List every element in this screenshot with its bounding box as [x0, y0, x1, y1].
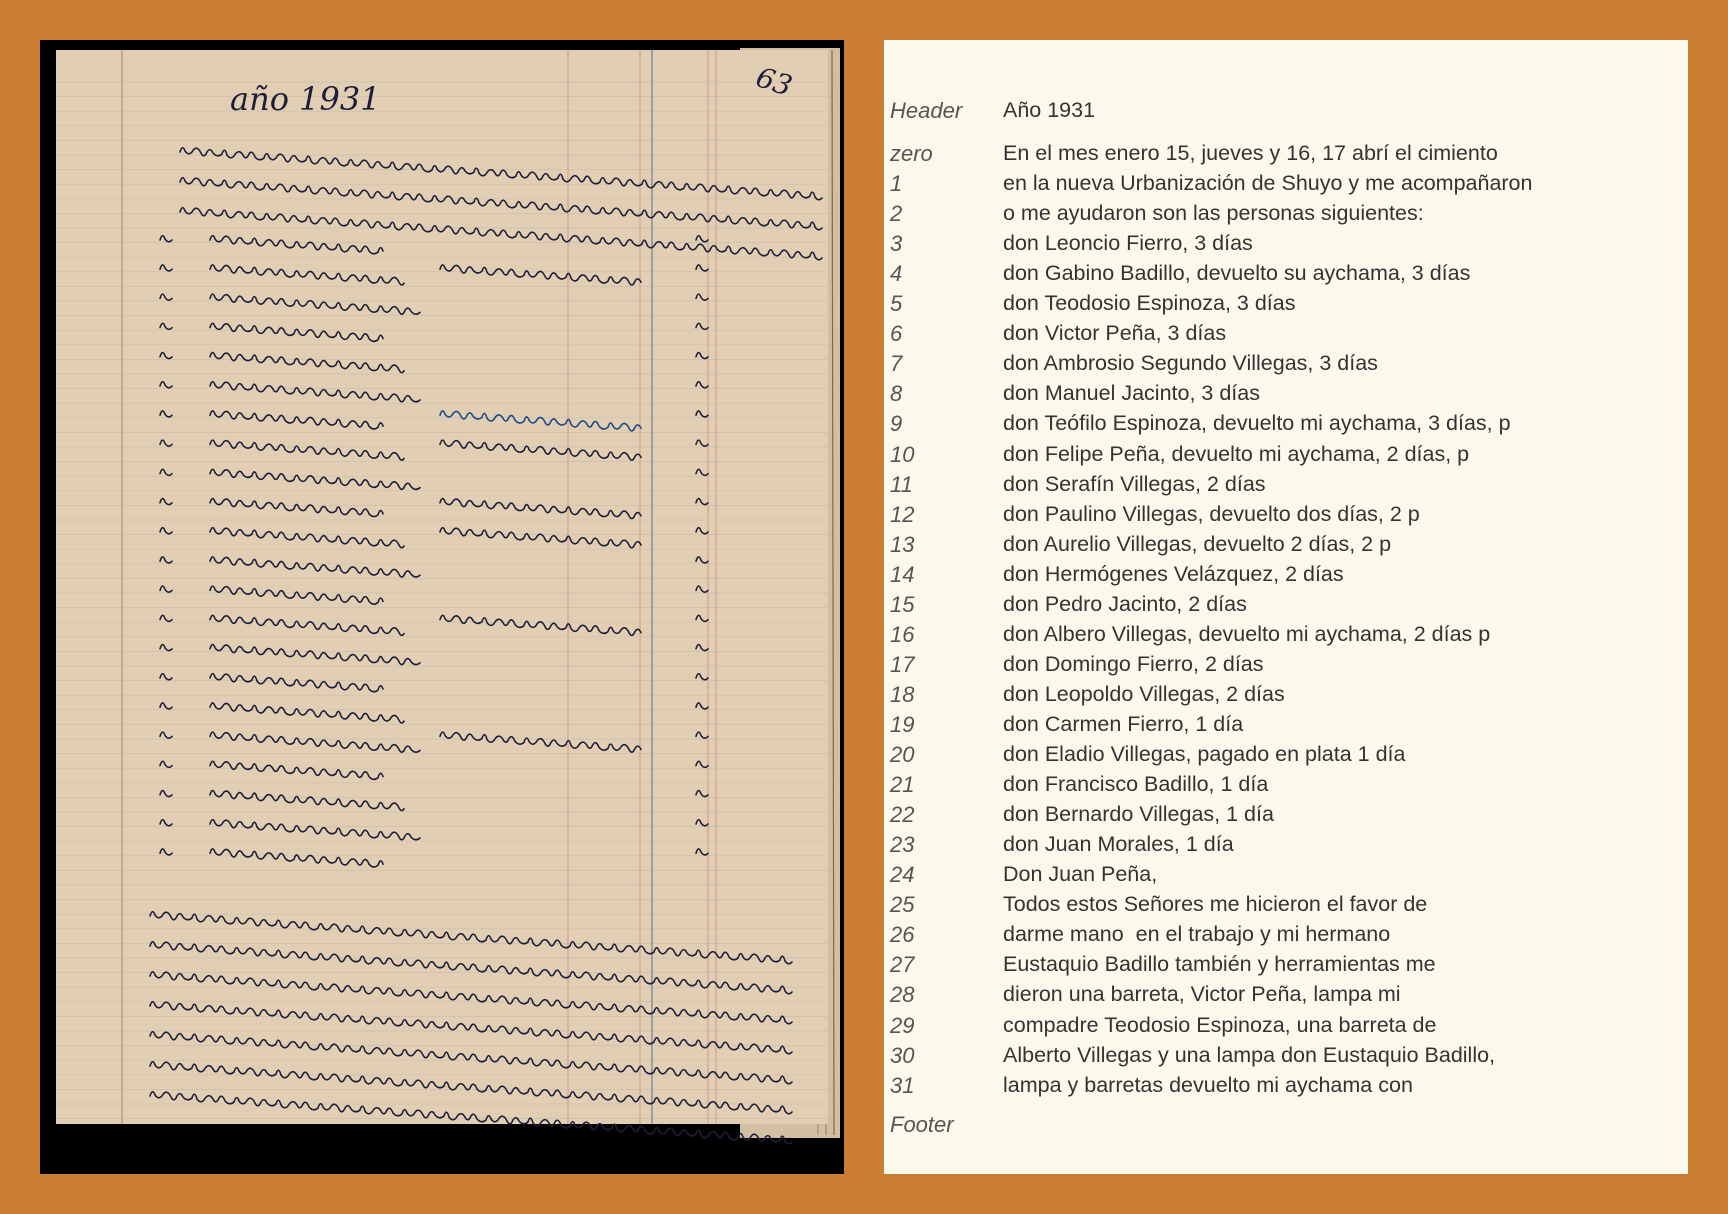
transcript-line	[890, 862, 1680, 892]
transcript-line	[890, 802, 1680, 832]
line-number: 6	[890, 321, 903, 347]
line-text: don Domingo Fierro, 2 días	[1003, 651, 1264, 676]
line-text: don Francisco Badillo, 1 día	[1003, 772, 1269, 797]
header-text: Año 1931	[1003, 98, 1096, 122]
line-number: 25	[890, 892, 915, 918]
transcript-line	[890, 712, 1680, 742]
line-text: lampa y barretas devuelto mi aychama con	[1003, 1072, 1413, 1097]
manuscript-page-image	[40, 40, 844, 1174]
line-number: 3	[890, 231, 903, 257]
line-number: 22	[890, 802, 915, 828]
line-text: don Bernardo Villegas, 1 día	[1003, 802, 1274, 827]
line-text: don Leoncio Fierro, 3 días	[1003, 231, 1253, 256]
line-number: 11	[890, 471, 913, 497]
line-number: 13	[890, 531, 915, 557]
transcript-line	[890, 622, 1680, 652]
line-number: 24	[890, 862, 915, 888]
line-number: 21	[890, 772, 915, 798]
transcript-line	[890, 922, 1680, 952]
line-text: don Ambrosio Segundo Villegas, 3 días	[1003, 351, 1378, 376]
transcript-header-line	[890, 98, 1680, 128]
line-number: zero	[890, 141, 933, 166]
line-text: don Manuel Jacinto, 3 días	[1003, 381, 1260, 406]
transcript-line	[890, 201, 1680, 231]
line-text: dieron una barreta, Victor Peña, lampa mi	[1003, 982, 1401, 1007]
line-text: darme mano en el trabajo y mi hermano	[1003, 922, 1391, 947]
line-text: don Teodosio Espinoza, 3 días	[1003, 291, 1296, 316]
line-text: don Serafín Villegas, 2 días	[1003, 471, 1266, 496]
line-text: don Pedro Jacinto, 2 días	[1003, 591, 1247, 616]
transcript-line	[890, 1043, 1680, 1073]
line-number: 4	[890, 261, 903, 287]
line-number: 9	[890, 411, 903, 437]
transcript-line	[890, 682, 1680, 712]
line-text: En el mes enero 15, jueves y 16, 17 abrí el cimiento	[1003, 141, 1498, 165]
transcript-line	[890, 502, 1680, 532]
transcript-line	[890, 952, 1680, 982]
line-number: 12	[890, 501, 915, 527]
transcript-line	[890, 772, 1680, 802]
line-text: don Paulino Villegas, devuelto dos días, 2 p	[1003, 501, 1420, 526]
transcript-line	[890, 381, 1680, 411]
transcript-line	[890, 832, 1680, 862]
line-number: 7	[890, 351, 903, 377]
line-text: o me ayudaron son las personas siguientes:	[1003, 201, 1424, 226]
transcript-line	[890, 652, 1680, 682]
line-text: don Leopoldo Villegas, 2 días	[1003, 681, 1285, 706]
line-text: compadre Teodosio Espinoza, una barreta de	[1003, 1012, 1437, 1037]
manuscript-paper	[56, 50, 828, 1124]
transcript-line	[890, 442, 1680, 472]
line-text: don Juan Morales, 1 día	[1003, 832, 1234, 857]
transcription-panel	[884, 40, 1688, 1174]
line-text: don Gabino Badillo, devuelto su aychama, 3 días	[1003, 261, 1471, 286]
line-number: 10	[890, 441, 915, 467]
transcript-line	[890, 532, 1680, 562]
line-text: Todos estos Señores me hicieron el favor de	[1003, 892, 1428, 917]
footer-label: Footer	[890, 1112, 954, 1137]
line-text: don Albero Villegas, devuelto mi aychama, 2 días p	[1003, 621, 1491, 646]
transcript-line	[890, 171, 1680, 201]
line-number: 17	[890, 651, 915, 677]
transcript-line	[890, 351, 1680, 381]
transcript-line	[890, 231, 1680, 261]
line-text: don Teófilo Espinoza, devuelto mi aychama, 3 días, p	[1003, 411, 1511, 436]
manuscript-heading: año 1931	[230, 80, 381, 118]
line-number: 28	[890, 982, 915, 1008]
transcript-line	[890, 291, 1680, 321]
line-number: 16	[890, 621, 915, 647]
line-number: 23	[890, 832, 915, 858]
line-number: 27	[890, 952, 915, 978]
transcript-line	[890, 742, 1680, 772]
line-number: 14	[890, 561, 915, 587]
transcript-line	[890, 892, 1680, 922]
header-label: Header	[890, 98, 963, 123]
line-number: 31	[890, 1072, 915, 1098]
transcript-line	[890, 1013, 1680, 1043]
line-text: don Victor Peña, 3 días	[1003, 321, 1227, 346]
manuscript-page-number: 63	[752, 60, 797, 103]
transcript-line	[890, 411, 1680, 441]
transcript-line	[890, 982, 1680, 1012]
line-number: 29	[890, 1012, 915, 1038]
transcript-line	[890, 321, 1680, 351]
line-number: 20	[890, 742, 915, 767]
line-number: 5	[890, 291, 903, 317]
line-number: 19	[890, 712, 915, 737]
transcript-line	[890, 261, 1680, 291]
line-number: 8	[890, 381, 903, 407]
line-text: don Hermógenes Velázquez, 2 días	[1003, 561, 1344, 586]
line-text: Alberto Villegas y una lampa don Eustaquio Badillo,	[1003, 1042, 1496, 1067]
line-text: Don Juan Peña,	[1003, 862, 1158, 887]
transcript-line	[890, 472, 1680, 502]
line-text: en la nueva Urbanización de Shuyo y me acompañaron	[1003, 171, 1533, 196]
line-number: 26	[890, 922, 915, 948]
line-number: 1	[890, 171, 903, 197]
line-text: don Aurelio Villegas, devuelto 2 días, 2 p	[1003, 531, 1392, 556]
line-number: 2	[890, 201, 903, 227]
line-text: don Felipe Peña, devuelto mi aychama, 2 días, p	[1003, 441, 1470, 466]
line-number: 18	[890, 681, 915, 707]
line-text: Eustaquio Badillo también y herramientas me	[1003, 952, 1436, 977]
transcript-line	[890, 562, 1680, 592]
transcript-line	[890, 141, 1680, 171]
line-text: don Eladio Villegas, pagado en plata 1 día	[1003, 742, 1406, 766]
transcript-line	[890, 592, 1680, 622]
transcript-line	[890, 1073, 1680, 1103]
line-number: 15	[890, 591, 915, 617]
line-text: don Carmen Fierro, 1 día	[1003, 712, 1244, 736]
line-number: 30	[890, 1042, 915, 1068]
manuscript-scan	[40, 40, 844, 1174]
